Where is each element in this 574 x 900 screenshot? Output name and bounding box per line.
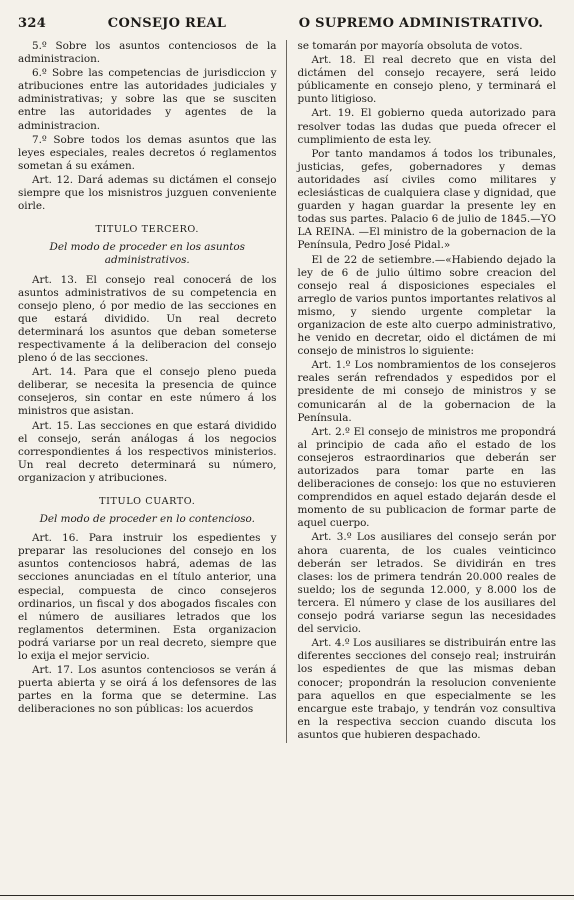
paragraph: Art. 17. Los asuntos contenciosos se verán á puerta abierta y se oirá á los defensores de las partes en la forma que se determine. Las deliberaciones no son públicas: los acuerdos: [18, 664, 277, 716]
paragraph: Por tanto mandamos á todos los tribunales, justicias, gefes, gobernadores y demas autoridades así civiles como militares y eclesiásticas de cualquiera clase y dignidad, que guarden y hagan guardar la presente ley en todas sus partes. Palacio 6 de julio de 1845.—YO LA REINA. —El ministro de la gobernacion de la Península, Pedro José Pidal.»: [297, 147, 556, 252]
paragraph: El de 22 de setiembre.—«Habiendo dejado la ley de 6 de julio último sobre creacion del consejo real á disposiciones especiales el arreglo de varios puntos importantes relativos al mismo, y siendo urgente completar la organizacion de este alto cuerpo administrativo, he venido en decretar, oido el dictámen de mi consejo de ministros lo siguiente:: [297, 253, 556, 358]
paragraph: se tomarán por mayoría obsoluta de votos.: [297, 40, 523, 52]
paragraph: 5.º Sobre los asuntos contenciosos de la administracion.: [18, 40, 277, 66]
paragraph: Art. 14. Para que el consejo pleno pueda deliberar, se necesita la presencia de quince consejeros, sin contar en este número á los ministros que asistan.: [18, 366, 277, 418]
header-right-title: O SUPREMO ADMINISTRATIVO.: [298, 16, 544, 31]
paragraph: Art. 2.º El consejo de ministros me propondrá al principio de cada año el estado de los consejeros estraordinarios que deberán ser autorizados para tomar parte en las deliberaciones de consejo: los que no estuvieren comprendidos en aquel estado dejarán desde el momento de su publicacion de formar parte de aquel cuerpo.: [297, 425, 556, 530]
section-title: TITULO CUARTO.: [99, 496, 196, 507]
paragraph: 6.º Sobre las competencias de jurisdiccion y atribuciones entre las autoridades judiciales y administrativas; y sobre las que se susciten entre las autoridades y agentes de la administracion.: [18, 67, 277, 132]
paragraph: Art. 19. El gobierno queda autorizado para resolver todas las dudas que pueda ofrecer el cumplimiento de esta ley.: [297, 107, 556, 146]
page-bottom-rule: [0, 895, 574, 896]
running-header: [18, 16, 556, 38]
section-subtitle: Del modo de proceder en lo contencioso.: [39, 513, 255, 526]
paragraph: 7.º Sobre todos los demas asuntos que las leyes especiales, reales decretos ó reglamentos sometan á su exámen.: [18, 133, 277, 172]
paragraph: Art. 12. Dará ademas su dictámen el consejo siempre que los misnistros juzguen conveniente oirle.: [18, 173, 277, 213]
paragraph: Art. 18. El real decreto que en vista del dictámen del consejo recayere, será leido públicamente en consejo pleno, y terminará el punto litigioso.: [297, 54, 556, 106]
text-columns: [18, 40, 556, 743]
paragraph: Art. 16. Para instruir los espedientes y preparar las resoluciones del consejo en los asuntos contenciosos habrá, ademas de las secciones anunciadas en el título anterior, una especial, compuesta de cinco consejeros ordinarios, un fiscal y dos abogados fiscales con el número de ausiliares letrados que los reglamentos determinen. Esta organizacion podrá variarse por un real decreto, siempre que lo exija el mejor servicio.: [18, 532, 277, 663]
left-column: [18, 40, 287, 743]
header-left-title: CONSEJO REAL: [107, 16, 227, 31]
paragraph: Art. 3.º Los ausiliares del consejo serán por ahora cuarenta, de los cuales veinticinco deberán ser letrados. Se dividirán en tres clases: los de primera tendrán 20.000 reales de sueldo; los de segunda 12.000, y 8.000 los de tercera. El número y clase de los ausiliares del consejo podrá variarse segun las necesidades del servicio.: [297, 531, 556, 636]
right-column: [287, 40, 557, 743]
paragraph: Art. 1.º Los nombramientos de los consejeros reales serán refrendados y espedidos por el presidente de mi consejo de ministros y se comunicarán al de la gobernacion de la Península.: [297, 359, 556, 424]
paragraph: Art. 4.º Los ausiliares se distribuirán entre las diferentes secciones del consejo real; instruirán los espedientes de que las mismas deban conocer; propondrán la resolucion conveniente para aquellos en que especialmente se les encargue este trabajo, y tendrán voz consultiva en la respectiva seccion cuando discuta los asuntos que hubieren despachado.: [297, 637, 556, 741]
paragraph: Art. 15. Las secciones en que estará dividido el consejo, serán análogas á los negocios correspondientes á los respectivos ministerios. Un real decreto determinará su número, organizacion y atribuciones.: [18, 419, 277, 484]
paragraph: Art. 13. El consejo real conocerá de los asuntos administrativos de su competencia en consejo pleno, ó por medio de las secciones en que estará dividido. Un real decreto determinará los asuntos que deban someterse respectivamente á la deliberacion del consejo pleno ó de las secciones.: [18, 273, 277, 365]
page-number: 324: [18, 16, 47, 31]
section-title: TITULO TERCERO.: [95, 224, 199, 236]
section-subtitle: Del modo de proceder en los asuntos administrativos.: [49, 241, 245, 267]
